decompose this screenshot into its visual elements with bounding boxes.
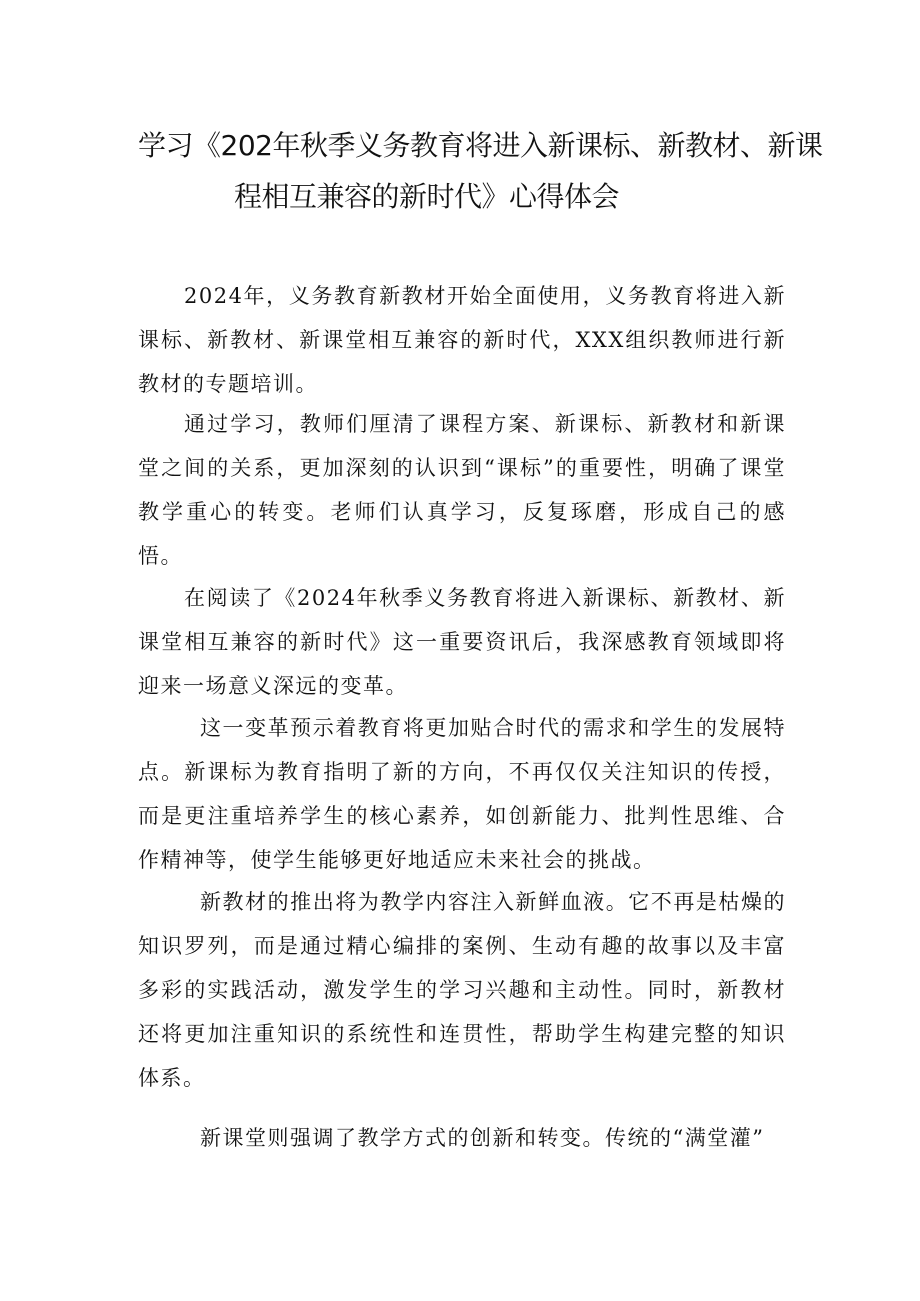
paragraph-6: 新课堂则强调了教学方式的创新和转变。传统的“满堂灌” <box>200 1126 765 1150</box>
paragraph-1: 2024年，义务教育新教材开始全面使用，义务教育将进入新课标、新教材、新课堂相互兼容的新时代，XXX组织教师进行新教材的专题培训。 <box>138 284 786 396</box>
paragraph-4: 这一变革预示着教育将更加贴合时代的需求和学生的发展特点。新课标为教育指明了新的方向，不再仅仅关注知识的传授，而是更注重培养学生的核心素养，如创新能力、批判性思维、合作精神等，使学生能够更好地适应未来社会的挑战。 <box>138 716 786 872</box>
paragraph-2: 通过学习，教师们厘清了课程方案、新课标、新教材和新课堂之间的关系，更加深刻的认识到“课标”的重要性，明确了课堂教学重心的转变。老师们认真学习，反复琢磨，形成自己的感悟。 <box>138 412 786 568</box>
title-line-1: 学习《202年秋季义务教育将进入新课标、新教材、新课 <box>138 129 823 162</box>
paragraph-5: 新教材的推出将为教学内容注入新鲜血液。它不再是枯燥的知识罗列，而是通过精心编排的案例、生动有趣的故事以及丰富多彩的实践活动，激发学生的学习兴趣和主动性。同时，新教材还将更加注重知识的系统性和连贯性，帮助学生构建完整的知识体系。 <box>138 890 786 1090</box>
document-title <box>130 120 823 222</box>
paragraph-3: 在阅读了《2024年秋季义务教育将进入新课标、新教材、新课堂相互兼容的新时代》这一重要资讯后，我深感教育领域即将迎来一场意义深远的变革。 <box>138 586 786 698</box>
title-line-2: 程相互兼容的新时代》心得体会 <box>234 180 620 213</box>
